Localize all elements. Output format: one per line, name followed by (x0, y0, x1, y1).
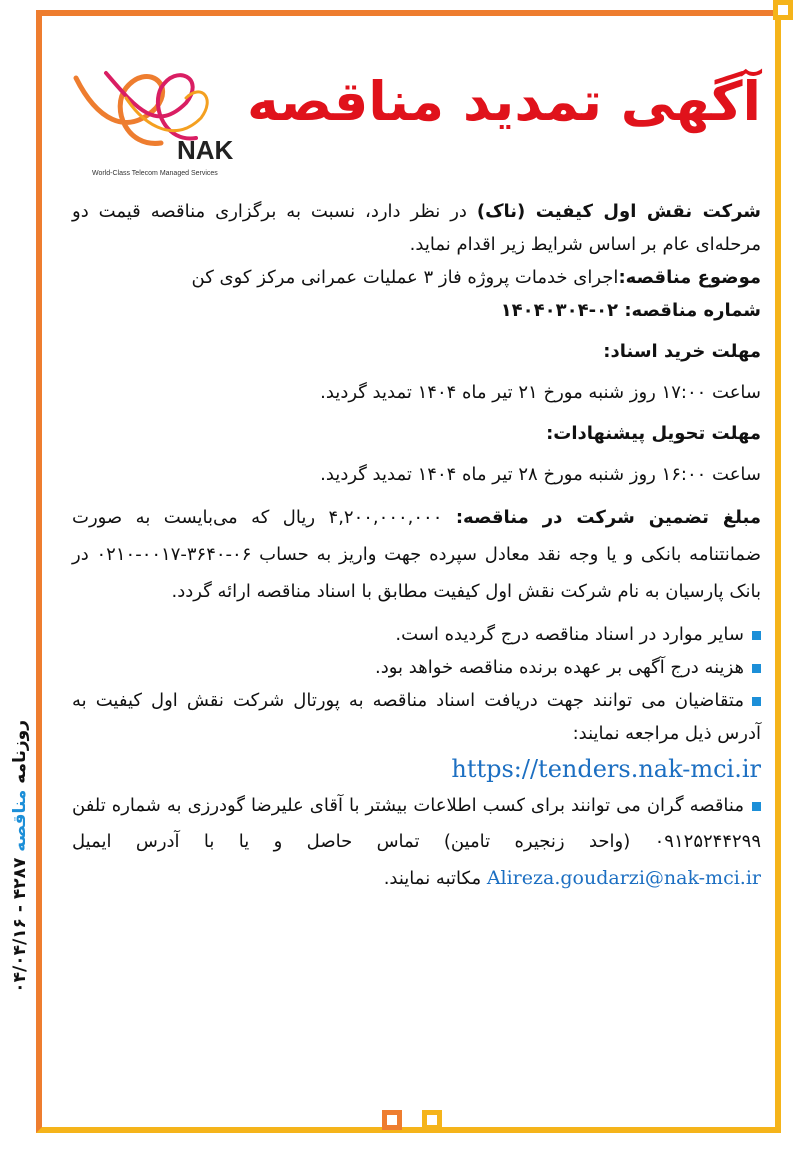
tenders-portal-link[interactable]: https://tenders.nak-mci.ir (451, 755, 761, 783)
guarantee-value: ۴,۲۰۰,۰۰۰,۰۰۰ ریال که می‌بایست به صورت ضمانتنامه بانکی و یا وجه نقد معادل سپرده جهت واریز به حساب ۰۶-۳۶۴۰-۰۰۱۷-۰۲۱۰ در بانک پارسیان به نام شرکت نقش اول کیفیت مطابق با اسناد مناقصه ارائه گردد. (72, 507, 761, 602)
frame-bottom-square-orange (382, 1110, 402, 1130)
frame-bottom-square-yellow (422, 1110, 442, 1130)
number-line (72, 294, 761, 327)
bullet-square-icon (752, 631, 761, 640)
number-label: شماره مناقصه: (624, 300, 761, 321)
number-value: ۰۲-۱۴۰۴۰۳۰۴ (500, 300, 619, 321)
logo-wordmark: NAK (177, 135, 234, 165)
bullet-item: سایر موارد در اسناد مناقصه درج گردیده است. (72, 618, 761, 651)
bullet-square-icon (752, 664, 761, 673)
delivery-deadline-label: مهلت تحویل پیشنهادات: (546, 423, 761, 444)
intro-text: در نظر دارد، نسبت به برگزاری مناقصه قیمت دو مرحله‌ای عام بر اساس شرایط زیر اقدام نماید. (72, 201, 761, 255)
logo-tagline: World-Class Telecom Managed Services (92, 170, 218, 177)
bullet-square-icon (752, 697, 761, 706)
purchase-deadline-value: ساعت ۱۷:۰۰ روز شنبه مورخ ۲۱ تیر ماه ۱۴۰۴ تمدید گردید. (320, 382, 761, 403)
guarantee-label: مبلغ تضمین شرکت در مناقصه: (455, 507, 762, 528)
subject-label: موضوع مناقصه: (618, 267, 761, 288)
purchase-deadline-label: مهلت خرید اسناد: (603, 341, 761, 362)
subject-line (72, 261, 761, 294)
bullet-square-icon (752, 802, 761, 811)
notice-title: آگهی تمدید مناقصه (246, 70, 761, 133)
company-name: شرکت نقش اول کیفیت (ناک) (476, 201, 761, 222)
newspaper-brand: مناقصه (10, 789, 30, 852)
bullet-item: هزینه درج آگهی بر عهده برنده مناقصه خواهد بود. (72, 651, 761, 684)
notice-body (72, 195, 761, 897)
guarantee-paragraph (72, 499, 761, 610)
intro-paragraph (72, 195, 761, 261)
contact-email-link[interactable]: Alireza.goudarzi@nak-mci.ir (486, 867, 761, 889)
frame-corner-square (773, 0, 793, 20)
subject-value: اجرای خدمات پروژه فاز ۳ عملیات عمرانی مرکز کوی کن (191, 267, 619, 288)
bullet-item: مناقصه گران می توانند برای کسب اطلاعات بیشتر با آقای علیرضا گودرزی به شماره تلفن ۰۹۱۲۵۲۴۴۲۹۹ (واحد زنجیره تامین) تماس حاصل و یا با آدرس ایمیل Alireza.goudarzi@nak-mci.ir مکاتبه نمایند. (72, 795, 761, 889)
delivery-deadline-value: ساعت ۱۶:۰۰ روز شنبه مورخ ۲۸ تیر ماه ۱۴۰۴ تمدید گردید. (320, 464, 761, 485)
bullet-item: متقاضیان می توانند جهت دریافت اسناد مناقصه به پورتال شرکت نقش اول کیفیت به آدرس ذیل مراجعه نمایند: (72, 690, 761, 744)
newspaper-side-note: روزنامه مناقصه ۴۲۸۷ - ۰۴/۰۴/۱۶ (10, 720, 30, 993)
